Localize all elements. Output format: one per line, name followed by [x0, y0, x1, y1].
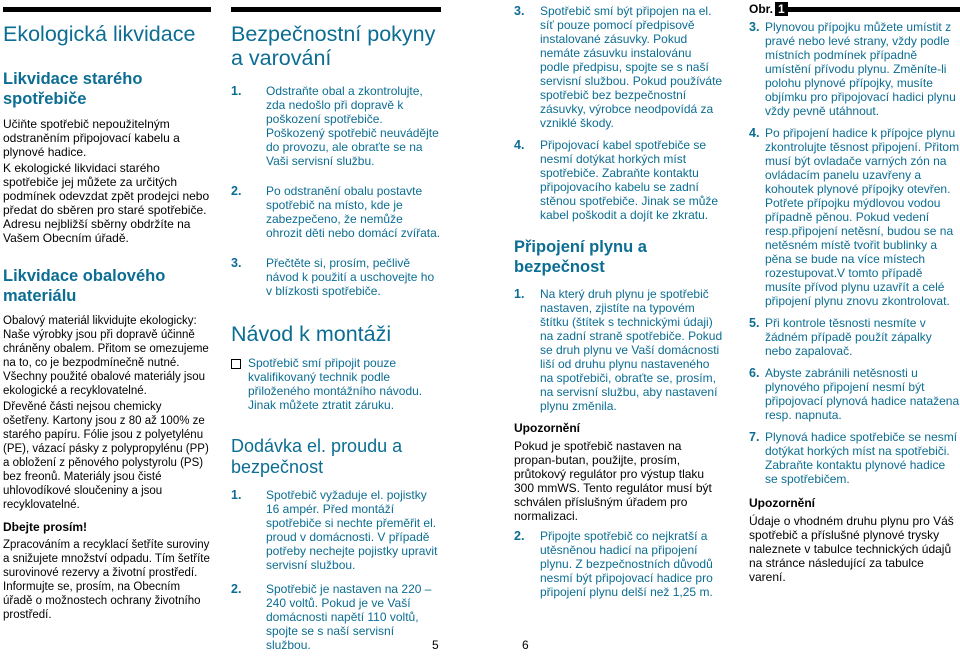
- list-item: [231, 488, 441, 572]
- item-text: Abyste zabránili netěsnosti u plynového připojení nesmí být připojovací plynová hadice natažena resp. napnuta.: [765, 366, 960, 422]
- item-text: Odstraňte obal a zkontrolujte, zda nedošlo při dopravě k poškození spotřebiče. Poškozený spotřebič neuvádějte do provozu, ale obraťte se na Vaši servisní službu.: [266, 84, 439, 168]
- item-number: 2.: [514, 529, 525, 543]
- item-number: 1.: [231, 84, 242, 98]
- note-please: Dbejte prosím!: [3, 520, 88, 534]
- heading-packaging: Likvidace obalového materiálu: [3, 267, 166, 305]
- list-item: [749, 366, 960, 422]
- item-number: 1.: [231, 488, 242, 502]
- text-old-2: K ekologické likvidaci starého spotřebiče jej můžete za určitých podmínek odevzdat zpět prodejci nebo předat do sběren pro staré spotřebiče. Adresu nejbližší sběrny obdržíte na Vašem Obecním úřadě.: [3, 161, 210, 245]
- warning-heading: Upozornění: [514, 421, 580, 435]
- item-text: Připojte spotřebič co nejkratší a utěsněnou hadicí na připojení plynu. Z bezpečnostních důvodů nesmí být připojovací hadice pro připojení plynu delší než 1,25 m.: [540, 529, 713, 599]
- item-text: Po odstranění obalu postavte spotřebič na místo, kde je zabezpečeno, že nemůže ohrozit děti nebo domácí zvířata.: [266, 184, 441, 240]
- checkbox-text: Spotřebič smí připojit pouze kvalifikovaný technik podle přiloženého montážního návodu. Jinak můžete ztratit záruku.: [248, 356, 423, 412]
- item-text: Spotřebič vyžaduje el. pojistky 16 ampér. Před montáží spotřebiče si nechte přeměřit el. proud v domácnosti. V případě potřeby nechejte pojistky upravit servisní službou.: [266, 488, 438, 572]
- item-number: 3.: [231, 256, 242, 270]
- item-text: Na který druh plynu je spotřebič nastaven, zjistíte na typovém štítku (štítek s technickými údaji) na zadní straně spotřebiče. Pokud se druh plynu ve Vaší domácnosti liší od druhu plynu nastaveného na spotřebiči, obraťte se, prosím, na servisní službu, aby nastavení plynu změnila.: [540, 287, 723, 413]
- heading-ecological-disposal: Ekologická likvidace: [3, 22, 196, 46]
- item-number: 5.: [749, 316, 760, 330]
- list-item: [514, 529, 724, 599]
- column-electric-gas: [514, 0, 724, 607]
- item-number: 4.: [749, 126, 760, 140]
- column-gas-check: [749, 0, 960, 590]
- warning-heading: Upozornění: [749, 496, 815, 510]
- item-text: Plynová hadice spotřebiče se nesmí dotýkat horkých míst na spotřebiči. Zabraňte kontaktu plynové hadice se spotřebičem.: [765, 430, 958, 486]
- item-number: 2.: [231, 582, 242, 596]
- column-safety: [231, 0, 441, 668]
- heading-gas-connection: Připojení plynu a bezpečnost: [514, 238, 647, 276]
- item-number: 3.: [514, 4, 525, 18]
- item-number: 7.: [749, 430, 760, 444]
- item-text: Spotřebič je nastaven na 220 – 240 voltů. Pokud je ve Vaší domácnosti napětí 110 voltů, spojte se s naší servisní službou.: [266, 582, 432, 652]
- item-number: 2.: [231, 184, 242, 198]
- text-old-1: Učiňte spotřebič nepoužitelným odstraněním připojovací kabelu a plynové hadice.: [3, 117, 180, 159]
- list-item: [514, 138, 724, 222]
- item-text: Plynovou přípojku můžete umístit z pravé nebo levé strany, vždy podle místních podmínek případně umístění přívodu plynu. Změníte-li polohu plynové přípojky, musíte objímku pro připojovací hadici plynu vždy pevně utáhnout.: [765, 20, 956, 118]
- item-text: Při kontrole těsnosti nesmíte v žádném případě použít zápalky nebo zapalovač.: [765, 316, 932, 358]
- text-final: Zpracováním a recyklací šetříte suroviny a snižujete množství odpadu. Tím šetříte surovinové rezervy a životní prostředí. Informujte se, prosím, na Obecním úřadě o možnostech ochrany životního prostředí.: [3, 539, 210, 621]
- item-number: 3.: [749, 20, 760, 34]
- list-item: [514, 287, 724, 413]
- item-text: Po připojení hadice k přípojce plynu zkontrolujte těsnost připojení. Přitom musí být ovladače varných zón na ovládacím panelu uzavřeny a kohoutek plynové přípojky otevřen. Potřete přípojku mýdlovou vodou případně pěnou. Pokud vedení resp.připojení netěsní, budou se na netěsném místě tvořit bublinky a pěna se bude na více místech rozestupovat.V tomto případě musíte přívod plynu uzavřít a celé připojení plynu znovu zkontrolovat.: [765, 126, 960, 308]
- list-item: [231, 184, 441, 240]
- item-text: Připojovací kabel spotřebiče se nesmí dotýkat horkých míst spotřebiče. Zabraňte kontaktu připojovacího kabelu se zadní stěnou spotřebiče. Jinak se může kabel poškodit a dojít ke zkratu.: [540, 138, 719, 222]
- column-disposal: [3, 0, 211, 624]
- figure-label: [749, 2, 788, 16]
- top-rule: [3, 7, 211, 12]
- figure-number: 1: [775, 2, 788, 16]
- heading-safety: Bezpečnostní pokyny a varování: [231, 22, 436, 70]
- list-item: [749, 430, 960, 486]
- warning-text: Pokud je spotřebič nastaven na propan-butan, použijte, prosím, průtokový regulátor pro výstup tlaku 300 mmWS. Tento regulátor musí být schválen příslušným úřadem pro normalizaci.: [514, 439, 712, 523]
- heading-old-appliance: Likvidace starého spotřebiče: [3, 70, 143, 108]
- checkbox-icon: [231, 359, 241, 369]
- warning-text: Údaje o vhodném druhu plynu pro Váš spotřebič a příslušné plynové trysky naleznete v tabulce technických údajů na stránce následující za tabulce varení.: [749, 514, 954, 584]
- text-packaging-2: Dřevěné části nejsou chemicky ošetřeny. Kartony jsou z 80 až 100% ze starého papíru. Fólie jsou z polyetylénu (PE), vázací pásky z polypropylénu (PP) a obložení z pěnového polystyrolu (PS) bez freonů. Materiály jsou čisté uhlovodíkové sloučeniny a jsou recyklovatelné.: [3, 401, 209, 511]
- list-item: [231, 582, 441, 652]
- list-item: [514, 4, 724, 130]
- item-text: Spotřebič smí být připojen na el. síť pouze pomocí předpisově instalované zásuvky. Pokud nemáte zásuvku instalovánu podle předpisu, spojte se s naší servisní službou. Pokud používáte spotřebič bez bezpečnostní zásuvky, výrobce neodpovídá za vzniklé škody.: [540, 4, 723, 130]
- text-packaging-1: Obalový materiál likvidujte ekologicky: Naše výrobky jsou při dopravě účinně chráněny obalem. Přitom se omezujeme na to, co je bezpodmínečně nutné. Všechny použité obalové materiály jsou ekologické a recyklovatelné.: [3, 315, 209, 397]
- page-number-left: 5: [432, 638, 439, 652]
- top-rule: [231, 7, 441, 12]
- item-number: 6.: [749, 366, 760, 380]
- item-number: 4.: [514, 138, 525, 152]
- list-item: [231, 256, 441, 298]
- list-item: [749, 316, 960, 358]
- list-item: [749, 20, 960, 118]
- item-number: 1.: [514, 287, 525, 301]
- heading-installation: Návod k montáži: [231, 322, 392, 346]
- heading-power-supply: Dodávka el. proudu a bezpečnost: [231, 436, 403, 477]
- item-text: Přečtěte si, prosím, pečlivě návod k použití a uschovejte ho v blízkosti spotřebiče.: [266, 256, 435, 298]
- list-item: [231, 84, 441, 168]
- figure-text: Obr.: [749, 2, 774, 16]
- list-item: [749, 126, 960, 308]
- checkbox-note: [231, 356, 441, 412]
- page-number-right: 6: [522, 638, 529, 652]
